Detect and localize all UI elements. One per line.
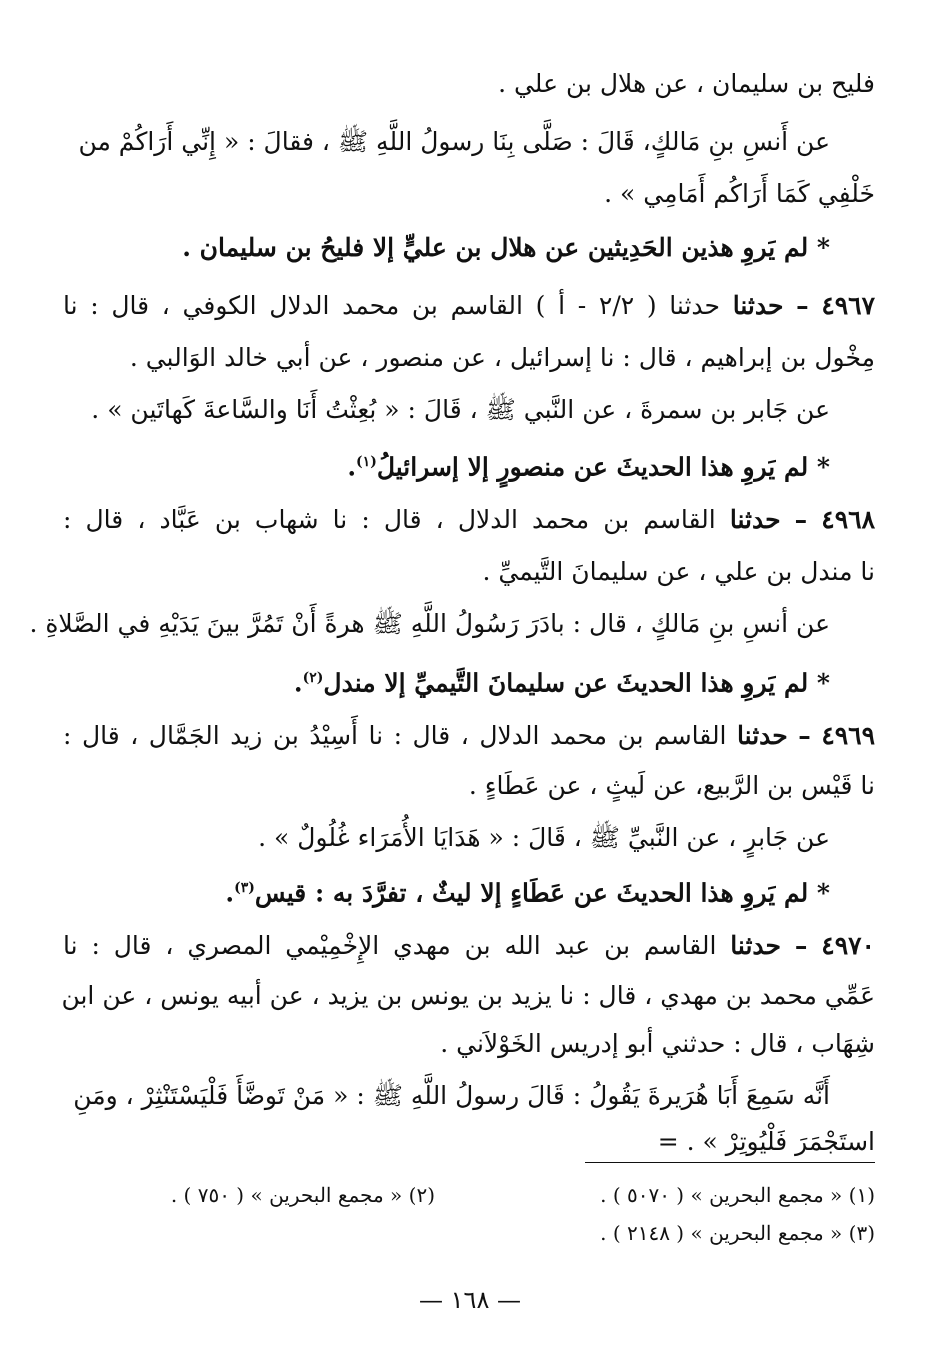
footnote-separator (585, 1162, 875, 1163)
entry-label: حدثنا (732, 291, 784, 320)
note-end: . (293, 668, 303, 698)
note-end: . (347, 452, 357, 482)
footnote-ref: (٣) (234, 880, 255, 896)
text-line: خَلْفِي كَمَا أَرَاكُم أَمَامِي » . (604, 179, 875, 208)
entry-label: حدثنا (729, 505, 781, 534)
footnote-1: (١) « مجمع البحرين » ( ٥٠٧٠ ) . (600, 1183, 875, 1207)
hadith-4968-line (63, 502, 875, 538)
text-line: عن أَنسِ بنِ مَالكٍ، قَالَ : صَلَّى بِنَا رسولُ اللَّهِ ﷺ ، فقالَ : « إِنِّي أَرَاكُمْ من (78, 127, 830, 156)
hadith-4970-line (63, 928, 875, 964)
text-line: مِخْول بن إبراهيم ، قال : نا إسرائيل ، عن منصور ، عن أبي خالد الوَالبي . (129, 343, 875, 372)
note-text: * لم يَروِ هذا الحديثَ عن عَطَاءٍ إلا ليثٌ ، تفرَّدَ به : قيس (254, 878, 830, 908)
note-text: * لم يَروِ هذا الحديثَ عن سليمانَ التَّيميِّ إلا مندل (323, 668, 830, 698)
page-number: — ١٦٨ — (419, 1286, 521, 1314)
text-line: عن جَابر بن سمرةَ ، عن النَّبي ﷺ ، قَالَ : « بُعِثْتُ أَنَا والسَّاعةَ كَهاتَين » . (91, 395, 830, 424)
text-line: نا مندل بن علي ، عن سليمانَ التَّيميِّ . (482, 557, 875, 586)
entry-text: القاسم بن محمد الدلال ، قال : نا أَسِيْدُ بن زيد الجَمَّال ، قال : (63, 721, 727, 750)
hadith-4967-line (63, 288, 875, 324)
footnote-ref: (٢) (302, 670, 324, 686)
entry-text: حدثنا ( ٢/٢ - أ ) القاسم بن محمد الدلال الكوفي ، قال : نا (63, 291, 720, 320)
note-text: * لم يَروِ هذا الحديثَ عن منصورٍ إلا إسرائيلُ (376, 452, 830, 482)
entry-dash: – (798, 721, 811, 750)
entry-number: ٤٩٦٩ (821, 721, 876, 750)
text-line: عن جَابرٍ ، عن النَّبيِّ ﷺ ، قَالَ : « هَدَايَا الأُمَرَاء غُلُولٌ » . (258, 823, 830, 852)
entry-text: القاسم بن عبد الله بن مهدي الإِخْمِيْمي المصري ، قال : نا (63, 931, 717, 960)
entry-label: حدثنا (730, 931, 781, 960)
text-line: عن أنسِ بنِ مَالكٍ ، قال : بادَرَ رَسُولُ اللَّهِ ﷺ هرةً أَنْ تَمُرَّ بينَ يَدَيْهِ في الصَّلاةِ . (29, 609, 830, 638)
note-line (63, 444, 830, 485)
footnote-ref: (١) (356, 454, 377, 470)
note-line (63, 870, 830, 911)
text-line: استَجْمَرَ فَلْيُوتِرْ » . = (657, 1127, 875, 1156)
text-line: أَنَّه سَمِعَ أَبَا هُرَيرةَ يَقُولُ : قَالَ رسولُ اللَّهِ ﷺ : « مَنْ تَوضَّأَ فَلْيَسْتَنْثِرْ ، ومَنِ (73, 1081, 830, 1110)
text-line: فليح بن سليمان ، عن هلال بن علي . (498, 69, 875, 98)
note-line (63, 660, 830, 701)
note-line: * لم يَروِ هذين الحَدِيثين عن هلال بن عليٍّ إلا فليحُ بن سليمان . (182, 233, 830, 262)
entry-number: ٤٩٦٨ (821, 505, 875, 534)
entry-dash: – (796, 291, 809, 320)
text-line: شِهَاب ، قال : حدثني أبو إدريس الخَوْلاَني . (440, 1029, 875, 1058)
note-end: . (225, 878, 235, 908)
entry-number: ٤٩٦٧ (821, 291, 876, 320)
text-line: نا قَيْس بن الرَّبيع، عن لَيثٍ ، عن عَطَاءٍ . (468, 771, 875, 800)
footnote-3: (٣) « مجمع البحرين » ( ٢١٤٨ ) . (600, 1221, 875, 1245)
entry-number: ٤٩٧٠ (821, 931, 875, 960)
entry-dash: – (794, 505, 808, 534)
footnote-2: (٢) « مجمع البحرين » ( ٧٥٠ ) . (170, 1183, 435, 1207)
entry-text: القاسم بن محمد الدلال ، قال : نا شهاب بن عَبَّاد ، قال : (63, 505, 716, 534)
entry-label: حدثنا (737, 721, 788, 750)
entry-dash: – (794, 931, 808, 960)
hadith-4969-line (63, 718, 875, 754)
text-line: عَمِّي محمد بن مهدي ، قال : نا يزيد بن يونس بن يزيد ، عن أبيه يونس ، عن ابن (61, 981, 875, 1010)
